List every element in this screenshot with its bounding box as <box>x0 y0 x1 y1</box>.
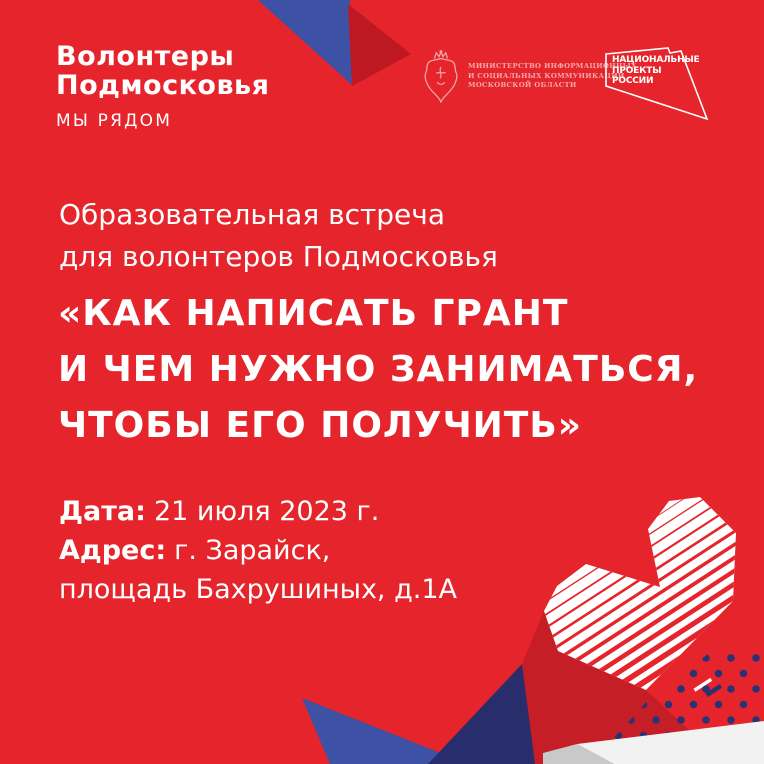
national-projects-logo <box>599 43 714 125</box>
date-label: Дата: <box>59 496 146 527</box>
title-line-3: ЧТОБЫ ЕГО ПОЛУЧИТЬ» <box>58 405 583 446</box>
top-ribbon-shape <box>258 0 411 86</box>
event-title <box>58 286 698 454</box>
national-projects-caption <box>612 55 699 87</box>
event-details <box>59 492 457 609</box>
event-subtitle <box>59 194 498 278</box>
ministry-line-1: МИНИСТЕРСТВО ИНФОРМАЦИОННЫХ <box>468 62 637 71</box>
ministry-line-2: И СОЦИАЛЬНЫХ КОММУНИКАЦИЙ <box>468 71 625 80</box>
address-value-1: г. Зарайск, <box>174 535 331 566</box>
subtitle-line-1: Образовательная встреча <box>59 198 445 231</box>
brand-tagline: МЫ РЯДОМ <box>56 111 173 131</box>
subtitle-line-2: для волонтеров Подмосковья <box>59 240 498 273</box>
address-row-2 <box>59 570 457 609</box>
date-row <box>59 492 457 531</box>
title-line-2: И ЧЕМ НУЖНО ЗАНИМАТЬСЯ, <box>58 349 699 390</box>
brand-name-line2: Подмосковья <box>56 70 270 101</box>
title-line-1: «КАК НАПИСАТЬ ГРАНТ <box>58 293 569 334</box>
brand-logo <box>56 42 269 131</box>
brand-name-line1: Волонтеры <box>56 41 235 72</box>
address-row <box>59 531 457 570</box>
coat-of-arms-icon <box>422 50 460 103</box>
address-value-2: площадь Бахрушиных, д.1А <box>59 574 457 605</box>
natproj-line-1: НАЦИОНАЛЬНЫЕ <box>612 55 700 65</box>
natproj-line-3: РОССИИ <box>612 76 654 86</box>
natproj-line-2: ПРОЕКТЫ <box>612 65 662 76</box>
address-label: Адрес: <box>59 535 167 566</box>
date-value: 21 июля 2023 г. <box>153 496 380 527</box>
ministry-line-3: МОСКОВСКОЙ ОБЛАСТИ <box>468 81 577 90</box>
